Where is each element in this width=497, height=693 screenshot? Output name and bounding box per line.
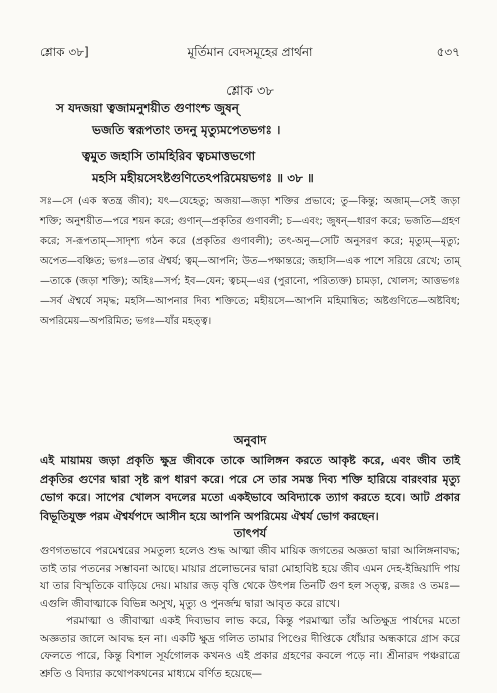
- verse-line-4: মহসি মহীয়সেঽষ্টগুণিতেঽপরিমেয়ভগঃ ॥ ৩৮ ॥: [92, 171, 314, 185]
- verse-heading: শ্লোক ৩৮: [226, 84, 274, 99]
- purport-paragraph-2: পরমাত্মা ও জীবাত্মা একই দিব্যভাব লাভ করে, কিন্তু পরমাত্মা তাঁর অতিক্ষুদ্র পার্ষদের মতো অজ্ঞতার জালে আবদ্ধ হন না। একটি ক্ষুদ্র গলিত তামার পিণ্ডের দীপ্তিকে ধোঁয়ার অন্ধকারে গ্রাস করে ফেলতে পারে, কিন্তু বিশাল সূর্যগোলক কখনও এই প্রকার গ্রহণের কবলে পড়ে না। শ্রীনারদ পঞ্চরাত্রে শ্রুতি ও বিদ্যার কথোপকথনের মাধ্যমে বর্ণিত হয়েছে—: [40, 615, 460, 680]
- running-header: [40, 44, 460, 60]
- verse-line-2: ভজতি স্বরূপতাং তদনু মৃত্যুমপেতভগঃ ।: [92, 123, 281, 137]
- page-number: ৫৩৭: [436, 45, 460, 59]
- verse-line-1: স যদজয়া ত্বজামনুশয়ীত গুণাংশ্চ জুষন্: [56, 101, 239, 115]
- translation-heading: অনুবাদ: [233, 433, 267, 447]
- purport-paragraph-1: গুণগতভাবে পরমেশ্বরের সমতুল্য হলেও শুদ্ধ আত্মা জীব মায়িক জগতের অজ্ঞতা দ্বারা আলিঙ্গনাবদ্ধ; তাই তার পতনের সম্ভাবনা আছে। মায়ার প্রলোভনের দ্বারা মোহাবিষ্ট হয়ে জীব এমন দেহ-ইন্দ্রিয়াদি পায় যা তার বিস্মৃতিকে বাড়িয়ে দেয়। মায়ার জড় বৃত্তি থেকে উৎপন্ন তিনটি গুণ হল সত্ত্ব, রজঃ ও তমঃ—এগুলি জীবাত্মাকে বিভিন্ন অসুখ, মৃত্যু ও পুনর্জন্ম দ্বারা আবৃত করে রাখে।: [40, 545, 460, 610]
- word-synonyms: সঃ—সে (এক স্বতন্ত্র জীব); যৎ—যেহেতু; অজয়া—জড়া শক্তির প্রভাবে; তু—কিন্তু; অজাম্—সেই জড়া শক্তি; অনুশয়ীত—পরে শয়ন করে; গুণান্—প্রকৃতির গুণাবলী; চ—এবং; জুষন্—ধারণ করে; ভজতি—গ্রহণ করে; স-রূপতাম্—সাদৃশ্য গঠন করে (প্রকৃতির গুণাবলী); তৎ-অনু—সেটি অনুসরণ করে; মৃত্যুম্—মৃত্যু; অপেত—বঞ্চিত; ভগঃ—তার ঐশ্বর্য; ত্বম্—আপনি; উত—পক্ষান্তরে; জহাসি—এক পাশে সরিয়ে রেখে; তাম্—তাকে (জড়া শক্তি); অহিঃ—সর্প; ইব—যেন; ত্বচম্—এর (পুরানো, পরিত্যক্ত) চামড়া, খোলস; আত্তভগঃ—সর্ব ঐশ্বর্যে সমৃদ্ধ; মহসি—আপনার দিব্য শক্তিতে; মহীয়সে—আপনি মহিমান্বিত; অষ্টগুণিতে—অষ্টবিধ; অপরিমেয়—অপরিমিত; ভগঃ—যাঁর মহত্ত্ব।: [40, 196, 460, 327]
- header-chapter-title: মূর্তিমান বেদসমূহের প্রার্থনা: [187, 45, 313, 59]
- header-verse-ref: শ্লোক ৩৮]: [40, 45, 89, 59]
- purport-body: [40, 543, 460, 683]
- translation-text: এই মায়াময় জড়া প্রকৃতি ক্ষুদ্র জীবকে তাকে আলিঙ্গন করতে আকৃষ্ট করে, এবং জীব তাই প্রকৃতির গুণের দ্বারা সৃষ্ট রূপ ধারণ করে। পরে সে তার সমস্ত দিব্য শক্তি হারিয়ে বারংবার মৃত্যু ভোগ করে। সাপের খোলস বদলের মতো একইভাবে অবিদ্যাকে ত্যাগ করতে হবে। আট প্রকার বিভূতিযুক্ত পরম ঐশ্বর্যপদে আসীন হয়ে আপনি অপরিমেয় ঐশ্বর্য ভোগ করছেন।: [40, 454, 460, 523]
- verse-line-3: ত্বমুত জহাসি তামহিরিব ত্বচমাত্তভগো: [82, 149, 256, 163]
- purport-heading: তাৎপর্য: [233, 526, 267, 540]
